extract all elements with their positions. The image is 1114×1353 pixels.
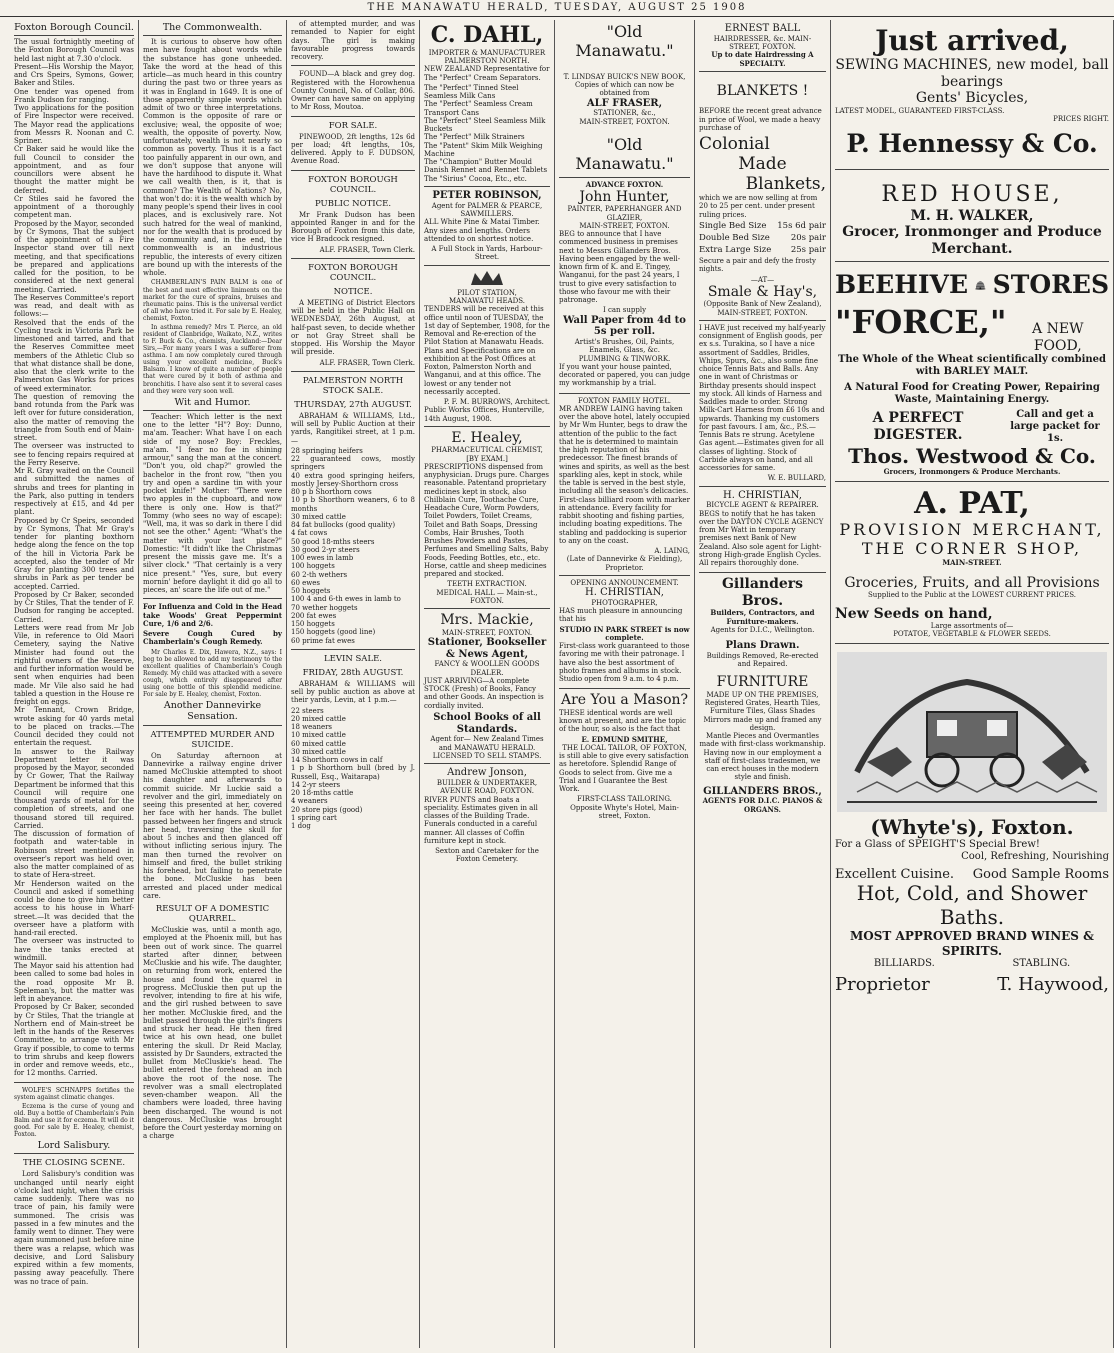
stock-item: 60 ewes [291, 578, 321, 587]
pat-provision: PROVISION MERCHANT, [839, 519, 1105, 539]
council-paragraph: Proposed by Cr Baker, seconded by Cr Stiles, That the tender of F. Dudson for ranging be accepted. Carried. [14, 590, 134, 624]
pilot-title: PILOT STATION, [457, 288, 517, 297]
jonson-name: Andrew Jonson, [447, 767, 527, 779]
healey-teeth: TEETH EXTRACTION. [447, 580, 527, 589]
force-title: "FORCE," [835, 303, 1007, 342]
beehive-label: BEEHIVE [835, 270, 969, 300]
red-house-ad [835, 170, 1109, 263]
council-report [14, 38, 134, 1078]
furniture-body: MADE UP ON THE PREMISES, [706, 690, 819, 699]
cycle-body: BEGS to notify that he has taken over the DAYTON CYCLE AGENCY from Mr Watt in temporary premises next Bank of New Zealand. Also sole agent for Light-strong High-grade English Cycles. All repairs thoroughly done. [699, 509, 824, 568]
mackie-school: School Books of all Standards. [433, 711, 541, 735]
notice1-signature: ALF. FRASER, Town Clerk. [319, 245, 415, 254]
council-paragraph: Mr R. Gray waited on the Council and submitted the names of shrubs and trees for planting in the Park, also putting in tenders respectively at £15, and 4d per plant. [14, 467, 134, 517]
gillanders-agents: Agents for D.I.C., Wellington. [710, 625, 815, 634]
article-title-salisbury: Lord Salisbury. [14, 1140, 134, 1154]
blanket-size-name: Double Bed Size [699, 232, 770, 243]
smithe-place: Opposite Whyte's Hotel, Main-street, Foxton. [570, 803, 679, 820]
council-paragraph: The usual fortnightly meeting of the Foxton Borough Council was held last night at 7.30 o'clock. [14, 38, 134, 63]
stabling: STABLING. [1012, 957, 1071, 969]
jonson-body: RIVER PUNTS and Boats a speciality. Estimates given in all classes of the Building Trade. Funerals conducted in a careful manner. All classes of Coffin furniture kept in stock. [424, 795, 538, 845]
speights-glass: For a Glass of SPEIGHT'S Special Brew! [835, 839, 1040, 851]
bullard-ad [699, 321, 826, 487]
smithe-first: FIRST-CLASS TAILORING. [577, 795, 672, 804]
grates: Registered Grates, Hearth Tiles, Furniture Tiles, Glass Shades [704, 699, 821, 716]
council-paragraph: The Mayor said his attention had been called to some bad holes in the road opposite Mr B. Speleman's, but the matter was left in abeyance. [14, 962, 134, 1004]
levin-item: 4 weaners [291, 797, 328, 806]
supplied: Supplied to the Public at the LOWEST CURRENT PRICES. [867, 591, 1077, 600]
haywood-hotel-ad [835, 644, 1109, 999]
blanket-size-price: 15s 6d pair [777, 220, 826, 231]
baths: Hot, Cold, and Shower Baths. [856, 881, 1088, 929]
dahl-ad [424, 20, 550, 187]
billiards: BILLIARDS. [873, 957, 935, 969]
council-paragraph: The overseer was instructed to see to fencing repairs required at the Ferry Reserve. [14, 442, 134, 467]
levin-item: 1 spring cart [291, 813, 337, 822]
photographer-ad [559, 576, 690, 690]
council-paragraph: Cr Stiles said he favored the appointment of a thoroughly competent man. [14, 194, 134, 220]
stores-label: STORES [992, 270, 1109, 300]
old-manawatu-title-2: "Old Manawatu." [575, 134, 674, 173]
pilot-body: TENDERS will be received at this office until noon of TUESDAY, the 1st day of September, 1908, for the Removal and Re-erection of the Pilot Station at Manawatu Heads. Plans and Specifications are on exhibition at the Post Offices at Foxton, Palmerston North and Wanganui, and at this office. The lowest or any tender not necessarily accepted. [424, 305, 550, 396]
levin-item: 1 p b Shorthorn bull (bred by J. Russell, Esq., Waitarapa) [291, 764, 415, 781]
levin-item: 22 steers [291, 706, 324, 715]
hunter-supply: I can supply [602, 306, 647, 315]
stock-sale-intro: ABRAHAM & WILLIAMS, Ltd., will sell by Public Auction at their yards, Rangitikei street, at 1 p.m.— [291, 411, 415, 445]
cuisine: Excellent Cuisine. [835, 866, 955, 882]
ball-ad [699, 20, 826, 72]
mirrors: Mirrors made up and framed any design. [703, 715, 822, 732]
article-title-dannevirke: Another Dannevirke Sensation. [143, 700, 282, 725]
blankets-body: BEFORE the recent great advance in price of Wool, we made a heavy purchase of [699, 107, 822, 132]
pilot-subtitle: MANAWATU HEADS. [448, 297, 526, 305]
christian-body: HAS much pleasure in announcing that his [559, 607, 683, 624]
council-paragraph: Proposed by the Mayor, seconded by Cr Symons, That the subject of the appointment of a Fire Inspector stand over till next meeting, and that specifications be prepared and applications called for the position, to be considered at the next general meeting. Carried. [14, 219, 134, 294]
healey-name: E. Healey, [451, 429, 523, 446]
notice2-signature: ALF. FRASER, Town Clerk. [319, 358, 415, 367]
council-paragraph: Resolved that the ends of the Cycling track in Victoria Park be limestoned and tarred, and that the Reserves Committee meet members of the Athletic Club so that what distance shall be done, also that the clerk write to the Palmerston Gas Works for prices of weed exterminator. [14, 318, 134, 393]
levin-item: 1 dog [291, 822, 311, 831]
christian-name: H. CHRISTIAN, [585, 587, 664, 599]
jonson-ad [424, 764, 550, 866]
brushes: Artist's Brushes, Oil, Paints, Enamels, Glass, &c. [574, 338, 675, 355]
buildings: Buildings Removed, Re-erected and Repaired. [706, 651, 819, 669]
hunter-name: John Hunter, [579, 188, 670, 205]
blankets-ad [699, 72, 826, 321]
council-paragraph: Mr Tennant, Crown Bridge, wrote asking for 40 yards metal to be placed on tracks.—The Council decided they could not entertain the request. [14, 706, 134, 748]
closing-scene-title: THE CLOSING SCENE. [22, 1158, 126, 1169]
blanket-size-row [699, 233, 826, 243]
beehive-icon [974, 266, 987, 304]
blanket-sizes [699, 221, 826, 255]
christian-body2: First-class work guaranteed to those favoring me with their patronage. I have also the best assortment of photo frames and albums in stock. Studio open from 9 a.m. to 4 p.m. [559, 642, 690, 684]
stock-sale-list [291, 447, 415, 645]
influenza-ad: For Influenza and Cold in the Head take Woods' Great Peppermint Cure, 1/6 and 2/6. [143, 602, 282, 628]
blanket-size-row [699, 245, 826, 255]
blankets-body2: which we are now selling at from 20 to 25 per cent. under present ruling prices. [699, 194, 818, 219]
smithe-trade: THE LOCAL TAILOR, OF FOXTON, [562, 743, 687, 752]
stock-item: 30 good 2-yr steers [291, 545, 360, 554]
groceries: Groceries, Fruits, and all Provisions [844, 574, 1100, 591]
hotel-signature: A. LAING, [654, 547, 690, 556]
tradesmen: Having now in our employment a staff of first-class tradesmen, we can erect houses in the modern style and finish. [703, 748, 822, 782]
quarrel-title: RESULT OF A DOMESTIC QUARREL. [155, 904, 270, 925]
natural-food: A Natural Food for Creating Power, Repairing Waste, Maintaining Energy. [844, 381, 1100, 405]
notice2-title: FOXTON BOROUGH COUNCIL. [308, 262, 398, 283]
smale-place: MAIN-STREET, FOXTON. [717, 308, 808, 317]
dahl-item: The "Champion" Butter Mould [424, 158, 532, 167]
hotel-late: (Late of Dannevirke & Fielding), Proprietor. [566, 555, 683, 572]
levin-item: 18 weaners [291, 723, 333, 732]
cough-ad-text: Mr Charles E. Dix, Hawera, N.Z., says: I beg to be allowed to add my testimony to the excellent qualities of Chamberlain's Cough Remedy. My child was attacked with a severe cough, which entirely disappeared after using one bottle of this splendid medicine. For sale by E. Healey, chemist, Foxton. [143, 648, 282, 699]
crown-icon [467, 269, 507, 287]
masthead: THE MANAWATU HERALD, TUESDAY, AUGUST 25 1908 [0, 0, 1114, 17]
murder-title: ATTEMPTED MURDER AND SUICIDE. [150, 729, 275, 750]
levin-item: 20 mixed cattle [291, 714, 346, 723]
sample-rooms: Good Sample Rooms [972, 866, 1109, 882]
new-seeds: New Seeds on hand, [835, 605, 993, 622]
council-paragraph: The Reserves Committee's report was read, and dealt with as follows:— [14, 293, 134, 319]
council-paragraph: Letters were read from Mr Job Vile, in reference to Old Maori Cemetery, saying the Native Minister had found out the rightful owners of the Reserve, and further information would be sent when enquiries had been made. Mr Vile also said he had tabled a question in the House re freight on eggs. [14, 623, 134, 707]
wit-text: Teacher: Which letter is the next one to the letter "H"? Boy: Dunno, ma'am. Teacher: What have I on each side of my nose? Boy: Freckles, ma'am. "I fear no foe in shining armour," sang the man at the concert. "Don't you, old chap?" growled the bachelor in the front row, "then you try and open a sardine tin with your pocket knife!" Mother: "There were two apples in the cupboard, and now there is only one. How is that?" Tommy (who sees no way of escape): "Well, ma, it was so dark in there I did not see the other." Agent: "What's the matter with your last place?" Domestic: "It didn't like the Christmas present the missis gave me. It's a silver clock." "That certainly is a very nice present." "Yes, sure, but every mornin' before daylight it did go all to pieces, an' scare the life out of me." [143, 412, 282, 595]
red-house: RED HOUSE, [881, 181, 1063, 207]
ball-name: ERNEST BALL [724, 23, 801, 34]
notice1-title: FOXTON BOROUGH COUNCIL. [308, 174, 398, 195]
gillanders-ad [699, 573, 826, 817]
stock-item: 4 fat cows [291, 529, 328, 538]
sewing-machines: SEWING MACHINES, new model, ball bearings [835, 57, 1109, 90]
stock-sale-date: THURSDAY, 27th AUGUST. [294, 399, 412, 410]
potato-seeds: POTATOE, VEGETABLE & FLOWER SEEDS. [893, 630, 1051, 639]
stock-item: 84 fat bullocks (good quality) [291, 521, 396, 530]
wallpaper: Wall Paper from 4d to 5s per roll. [563, 314, 686, 338]
wheat-text: The Whole of the Wheat scientifically combined with BARLEY MALT. [837, 354, 1107, 377]
cycle-ad [699, 487, 826, 574]
council-paragraph: The discussion of formation of footpath and water-table in Robinson street mentioned in overseer's report was held over, also the matter complained of as to state of Hera-street. [14, 830, 134, 880]
levin-sale-list [291, 707, 415, 831]
levin-sale-title: LEVIN SALE. [324, 653, 382, 664]
stock-item: 60 prime fat ewes [291, 636, 355, 645]
pilot-signature: P. F. M. BURROWS, Architect. [443, 398, 550, 406]
column-4 [420, 20, 555, 1348]
dahl-item: Danish Rennet and Rennet Tablets [424, 166, 548, 175]
murder-text: On Saturday afternoon at Dannevirke a railway engine driver named McCluskie attempted to shoot his daughter and afterwards to commit suicide. Mr Luckie said a revolver and the girl, immediately on seeing this presented at her, covered her face with her hands. The bullet passed between her fingers and struck her head, traversing the skull for about 5 inches and then glanced off without inflicting serious injury. The man then turned the revolver on himself and fired, the bullet striking his forehead, but failing to penetrate the bone. McCluskie has been arrested and placed under medical care. [143, 751, 282, 900]
for-sale-title: FOR SALE. [328, 120, 378, 131]
walker-trade: Grocer, Ironmonger and Produce Merchant. [842, 224, 1102, 257]
blanket-size-price: 20s pair [790, 232, 826, 243]
dahl-name: C. DAHL, [430, 22, 544, 48]
proprietor-label: Proprietor [835, 973, 930, 995]
levin-item: 10 mixed cattle [291, 731, 346, 740]
gillanders-pianos: AGENTS FOR D.I.C. PIANOS & ORGANS. [702, 796, 823, 814]
whytes-foxton: (Whyte's), Foxton. [870, 814, 1074, 839]
mason-body: THESE identical words are well known at present, and are the topic of the hour, so also is the fact that [559, 708, 687, 734]
cough-ad-title: Severe Cough Cured by Chamberlain's Cough Remedy. [143, 629, 282, 647]
blankets-title: BLANKETS ! [716, 82, 809, 99]
found-dog-ad: FOUND—A black and grey dog. Registered with the Horowhenua County Council, No. of Collar, 806. Owner can have same on applying to Mr Ross, Moutoa. [291, 70, 415, 112]
large-assortments: Large assortments of— [930, 622, 1014, 631]
notice2-subtitle: NOTICE. [333, 286, 373, 297]
council-paragraph: Cr Baker said he would like the full Council to consider the appointment, and as four councillors were absent he thought the matter might be deferred. [14, 145, 134, 195]
dahl-item: The "Sirius" Cocoa, Etc., etc. [424, 174, 527, 183]
hunter-place: MAIN-STREET, FOXTON. [579, 221, 670, 230]
ball-trade: HAIRDRESSER, &c. MAIN-STREET, FOXTON. [713, 34, 812, 52]
council-paragraph: Proposed by Cr Speirs, seconded by Cr Symons, That Mr Gray's tender for planting boxthorn hedge along the fence on the top of the hill in Victoria Park be accepted, also the tender of Mr Gray for planting 300 trees and shrubs in Park as per tender be accepted. Carried. [14, 516, 134, 591]
hotel-title: FOXTON FAMILY HOTEL. [578, 396, 671, 405]
gents-bicycles: Gents' Bicycles, [915, 90, 1029, 107]
westwood-sub: Grocers, Ironmongers & Produce Merchants. [883, 467, 1061, 477]
smithe-name: E. EDMUND SMITHE, [581, 734, 668, 744]
mackie-fancy: FANCY & WOOLLEN GOODS DEALER. [434, 660, 540, 677]
column-2 [139, 20, 287, 1348]
levin-item: 20 18-mths cattle [291, 789, 354, 798]
brands: MOST APPROVED BRAND WINES & SPIRITS. [850, 929, 1094, 958]
cycle-christian: H. CHRISTIAN, [723, 489, 802, 501]
buick-book: T. LINDSAY BUICK'S NEW BOOK, [563, 72, 686, 81]
levin-item: 60 mixed cattle [291, 739, 346, 748]
old-manawatu-ad [559, 20, 690, 178]
just-arrived: Just arrived, [875, 24, 1069, 57]
advance-foxton: ADVANCE FOXTON. [585, 179, 664, 189]
robinson-trade: Agent for PALMER & PEARCE, SAWMILLERS. [431, 201, 543, 218]
healey-trade: PHARMACEUTICAL CHEMIST, [BY EXAM.] [431, 446, 543, 463]
dahl-body: NEW ZEALAND Representative for The "Perfect" Cream Separators. [424, 65, 550, 82]
smithe-body: is still able to give every satisfaction as heretofore. Splendid Range of Goods to select from. Give me a Trial and I Guarantee the Best Work. [559, 752, 689, 794]
dahl-place: PALMERSTON NORTH. [444, 57, 530, 66]
stock-item: 10 p b Shorthorn weaners, 6 to 8 months [291, 496, 415, 513]
mackie-place: MAIN-STREET, FOXTON. [441, 628, 533, 637]
old-manawatu-title: "Old Manawatu." [575, 22, 674, 60]
dahl-item: The "Perfect" Seamless Cream Transport Cans [424, 100, 533, 117]
column-5 [555, 20, 695, 1348]
jonson-sexton: Sexton and Caretaker for the Foxton Cemetery. [435, 847, 539, 864]
stock-sale-title: PALMERSTON NORTH STOCK SALE. [302, 375, 404, 396]
secure: Secure a pair and defy the frosty nights. [699, 257, 816, 274]
gillanders-name: Gillanders Bros. [721, 576, 804, 609]
stock-item: 100 ewes in lamb [291, 554, 354, 563]
westwood-name: Thos. Westwood & Co. [848, 443, 1096, 468]
stock-item: 60 2-th wethers [291, 570, 348, 579]
levin-item: 30 mixed cattle [291, 747, 346, 756]
article-title-council: Foxton Borough Council. [14, 22, 134, 36]
smale-opposite: (Opposite Bank of New Zealand), [703, 300, 822, 309]
jonson-trade: BUILDER & UNDERTAKER, AVENUE ROAD, FOXTON. [436, 779, 538, 796]
levin-sale-intro: ABRAHAM & WILLIAMS will sell by public auction as above at their yards, Levin, at 1 p.m.— [291, 679, 415, 705]
article-title-commonwealth: The Commonwealth. [143, 22, 282, 36]
hennessy-name: P. Hennessy & Co. [846, 129, 1098, 159]
cycle-trade: BICYCLE AGENT & REPAIRER. [706, 501, 819, 510]
dahl-trade: IMPORTER & MANUFACTURER [428, 48, 546, 57]
opening-announcement: OPENING ANNOUNCEMENT. [570, 578, 679, 587]
colonial: Colonial [699, 134, 770, 155]
new-food: A NEW FOOD, [1032, 321, 1084, 354]
council-paragraph: Proposed by Cr Baker, seconded by Cr Stiles, That the triangle at Northern end of Main-street be left in the hands of the Reserves Committee, to arrange with Mr Gray if possible, to come to terms to trim shrubs and keep flowers in order and remove weeds, etc., for 12 months. Carried. [14, 1003, 134, 1078]
stock-item: 200 fat ewes [291, 611, 337, 620]
walker-name: M. H. WALKER, [910, 207, 1034, 224]
furniture-title: FURNITURE [716, 674, 809, 691]
stock-item: 22 guaranteed cows, mostly springers [291, 455, 415, 472]
levin-item: 14 2-yr steers [291, 780, 341, 789]
eczema-notice: Eczema is the curse of young and old. Buy a bottle of Chamberlain's Pain Balm and use it for eczema. It will do it good. For sale by E. Healey, chemist, Foxton. [14, 1102, 134, 1139]
levin-item: 20 store pigs (good) [291, 805, 363, 814]
hennessy-ad [835, 20, 1109, 170]
column-6 [695, 20, 831, 1348]
council-paragraph: The overseer was instructed to have the tanks erected at windmill. [14, 937, 134, 962]
fraser-place: MAIN-STREET, FOXTON. [579, 117, 670, 126]
pat-name: A. PAT, [914, 485, 1030, 521]
mackie-name: Mrs. Mackie, [440, 612, 534, 629]
ball-tag: Up to date Hairdressing A SPECIALTY. [711, 50, 814, 68]
prices-right: PRICES RIGHT. [1053, 114, 1109, 123]
column-3 [287, 20, 420, 1348]
hunter-body: BEG to announce that I have commenced business in premises next to Messrs Gillanders Bros. Having been engaged by the well-known firm of K. and E. Tingey, Wanganui, for the past 24 years, I trust to give every satisfaction to those who favour me with their patronage. [559, 230, 681, 305]
perfect-digester: A PERFECT DIGESTER. [872, 410, 964, 443]
pat-main: MAIN-STREET. [942, 557, 1002, 567]
hunter-ad [559, 178, 690, 394]
stock-item: 100 hoggets [291, 562, 335, 571]
robinson-name: PETER ROBINSON, [432, 189, 542, 201]
dahl-item: The "Patent" Skim Milk Weighing Machine [424, 141, 543, 158]
healey-ad [424, 427, 550, 609]
cool-refreshing: Cool, Refreshing, Nourishing [961, 851, 1109, 863]
notice2-text: A MEETING of District Electors will be held in the Public Hall on WEDNESDAY, 26th August, at half-past seven, to decide whether or not Gray Street shall be stopped. His Worship the Mayor will preside. [291, 298, 415, 357]
remand-text: of attempted murder, and was remanded to Napier for eight days. The girl is making favourable progress towards recovery. [291, 20, 415, 61]
mackie-body: JUST ARRIVING—A complete STOCK (Fresh) of Books, Fancy and other Goods. An inspection is cordially invited. [424, 676, 544, 710]
council-paragraph: The question of removing the band rotunda from the Park was left over for future consideration, also the matter of removing the triangle from South end of Main-street. [14, 392, 134, 443]
hunter-trade: PAINTER, PAPERHANGER AND GLAZIER, [567, 205, 682, 222]
asthma-notice: In asthma remedy? Mrs T. Pierce, an old resident of Clanbridge, Waikato, N.Z., writes to F. Buck & Co., chemists, Auckland:—Dear Sirs,—For many years I was a sufferer from asthma. I am now completely cured through using your excellent medicine, Buck's Balsam. I know of quite a number of people that were cured by it both of asthma and bronchitis. I have also sent it to several cases and they were very soon well. [143, 323, 282, 395]
mackie-ad [424, 609, 550, 764]
healey-body: PRESCRIPTIONS dispensed from anyphysician. Drugs pure. Charges reasonable. Patentand proprietary medicines kept in stock, also Chilblain Cure, Toothache Cure, Headache Cure, Worm Powders, Toilet Powders, Toilet Creams, Toilet and Bath Soaps, Dressing Combs, Hair Brushes, Tooth Brushes Powders and Pastes, Perfumes and Smelling Salts, Baby Foods, Feeding Bottles, etc., etc. Horse, cattle and sheep medicines prepared and stocked. [424, 462, 549, 579]
notice1-subtitle: PUBLIC NOTICE. [314, 198, 392, 209]
latest-model: LATEST MODEL, GUARANTEED FIRST-CLASS. [835, 106, 1005, 115]
hunter-tail: If you want your house painted, decorated or papered, you can judge my workmanship by a trial. [559, 362, 690, 388]
wolfe-notice: WOLFE'S SCHNAPPS fortifies the system against climatic changes. [14, 1086, 134, 1101]
article-title-wit: Wit and Humor. [143, 397, 282, 411]
mackie-agent: Agent for— New Zealand Times and MANAWATU HERALD. [430, 735, 544, 752]
quarrel-text: McCluskie was, until a month ago, employed at the Phoenix mill, but has been out of work since. The quarrel started after dinner, between McCluskie and his wife. The daughter, on returning from work, entered the house and found the quarrel in progress. McCluskie then put up the revolver, intending to fire at his wife, and the girl rushed between to save her mother. McCluskie fired, and the bullet passed through the girl's fingers and struck her head. He then fired twice at his own head, one bullet entering the skull. Dr Reid Maclay, assisted by Dr Saunders, extracted the bullet from McCluskie's head. The bullet entered the forehead an inch above the root of the nose. The revolver was a small electroplated seven-chamber weapon. All the chambers were loaded, three having been discharged. The wound is not dangerous. McCluskie was brought before the Court yesterday morning on a charge [143, 926, 283, 1141]
tailor-ad [559, 689, 690, 823]
column-7 [831, 20, 1114, 1348]
stock-item: 80 p b Shorthorn cows [291, 488, 372, 497]
healey-hall: MEDICAL HALL — Main-st., FOXTON. [436, 588, 538, 605]
stock-item: 70 wether hoggets [291, 603, 358, 612]
beehive-ad [835, 262, 1109, 481]
stock-item: 50 good 18-mths steers [291, 537, 375, 546]
council-paragraph: In answer to the Railway Department letter it was proposed by the Mayor, seconded by Cr Gower, That the Railway Department be informed that this Council will require one thousand yards of metal for the completion of streets, and one thousand stored till required. Carried. [14, 747, 134, 830]
studio: STUDIO IN PARK STREET is now complete. [559, 624, 690, 642]
stock-item: 28 springing heifers [291, 446, 363, 455]
council-paragraph: One tender was opened from Frank Dudson for ranging. [14, 87, 134, 104]
closing-scene-text: Lord Salisbury's condition was unchanged until nearly eight o'clock last night, when the crisis came suddenly. There was no trace of pain, his family were summoned. The crisis was passed in a few minutes and the family went to dinner. They were again summoned just before nine there was a relapse, which was decisive, and Lord Salisbury expired within a few moments, passing away peacefully. There was no trace of pain. [14, 1170, 134, 1286]
robinson-ad [424, 187, 550, 266]
at: —AT— [750, 275, 775, 284]
pain-balm-notice: CHAMBERLAIN'S PAIN BALM is one of the best and most effective liniments on the market for the cure of sprains, bruises and rheumatic pains. This is the universal verdict of all who have tried it. For sale by E. Healey, chemist, Foxton. [143, 279, 282, 322]
call-text: Call and get a large packet for 1s. [1010, 409, 1100, 444]
hotel-body: MR ANDREW LAING having taken over the above hotel, lately occupied by Mr Wm Hunter, begs to draw the attention of the public to the fact that he is determined to maintain the high reputation of his predecessor. The finest brands of wines and spirits, as well as the best sparkling ales, kept in stock, while the table is served in the best style, including all the season's delicacies. First-class billiard room with marker in attendance. Every facility for rabbit shooting and fishing parties, including boating expeditions. The stabling and paddocking is superior to any on the coast. [559, 404, 690, 545]
stock-item: 40 extra good springing heifers, mostly Jersey-Shorthorn cross [291, 471, 415, 488]
dahl-items [424, 84, 550, 183]
gillanders-trade: Builders, Contractors, and Furniture-makers. [710, 608, 815, 626]
pat-corner: THE CORNER SHOP, [861, 538, 1083, 558]
robinson-body: ALL White Pine & Matai Timber. Any sizes and lengths. Orders attended to on shortest notice. [424, 218, 540, 243]
council-paragraph: Two applications for the position of Fire Inspector were received. The Mayor read the applications from Messrs R. Noonan and C. Spriner. [14, 104, 134, 146]
mason-title: Are You a Mason? [560, 692, 689, 709]
levin-sale-date: FRIDAY, 28th AUGUST. [302, 667, 404, 678]
coach-illustration-icon [837, 652, 1107, 812]
bullard-body: I HAVE just received my half-yearly consignment of English goods, per ex s.s. Turakina, so I have a nice assortment of Saddles, Bridles, Whips, Spurs, &c., also some fine choice Tennis Bats and Balls. Any one in want of Christmas or Birthday presents should inspect my stock. All kinds of Harness and Saddles made to order. Strong Milk-Cart Harness from £6 10s and upwards. Thanking my customers for past favours. I am, &c., P.S.—Tennis Bats re strung. Acetylene Gas agent.—Estimates given for all classes of lighting. Stock of Carbide always on hand, and all accessories for same. [699, 323, 826, 473]
dahl-item: The "Perfect" Steel Seamless Milk Buckets [424, 116, 546, 134]
pilot-office: Public Works Offices, Hunterville, 14th August, 1908. [424, 406, 545, 423]
fraser-trade: STATIONER, &c., [593, 109, 656, 118]
christian-trade: PHOTOGRAPHER, [591, 598, 658, 607]
stock-item: 150 hoggets (good line) [291, 628, 376, 637]
stock-item: 100 4 and 6-th ewes in lamb to [291, 595, 401, 604]
notice1-text: Mr Frank Dudson has been appointed Ranger in and for the Borough of Foxton from this date, vice H Bradcock resigned. [291, 210, 415, 244]
robinson-stock: A Full Stock in Yards, Harbour-Street. [431, 245, 543, 262]
blanket-size-row [699, 221, 826, 231]
pilot-station-ad [424, 266, 550, 427]
stock-item: 50 hoggets [291, 587, 331, 596]
haywood-name: T. Haywood, [997, 973, 1109, 995]
dahl-item: The "Perfect" Tinned Steel Seamless Milk Cans [424, 83, 519, 101]
column-1 [10, 20, 139, 1348]
plumbing: PLUMBING & TINWORK. [578, 354, 671, 363]
blankets-big: Blankets, [745, 174, 826, 195]
pinewood-ad: PINEWOOD, 2ft lengths, 12s 6d per load; 4ft lengths, 10s, delivered. Apply to F. DUDSON, Avenue Road. [291, 132, 415, 166]
council-paragraph: Present—His Worship the Mayor, and Crs Speirs, Symons, Gower, Baker and Stiles. [14, 62, 134, 88]
mackie-trade: Stationer, Bookseller & News Agent, [427, 636, 547, 660]
smale-name: Smale & Hay's, [707, 283, 818, 300]
commonwealth-text: It is curious to observe how often men have fought about words while the substance has gone unheeded. Take the word at the head of this article—as much heard in this country during the past two or three years as it was in England in 1649. It is one of those apparently simple words which admit of two or three interpretations. Common is the opposite of rare or exclusive; weal, the opposite of woe; wealth, the opposite of poverty. Now, unfortunately, wealth is not nearly so common as poverty. Thus it is a fact too painfully apparent in our own, and we don't suppose that anyone will have the hardihood to dispute it. What we call wealth then, is it, that is common? The Wealth of Nations? No, that won't do: it is the wealth which by many people's spend their lives in cool places, and is exclusively rare. Not such hatred for the weal of mankind, nor for the wealth that is produced by the community and, in the end, the commonwealth is an industrious republic, the interests of every citizen are bound up with the interests of the whole. [143, 38, 282, 278]
blanket-size-price: 25s pair [790, 244, 826, 255]
blanket-size-name: Single Bed Size [699, 220, 767, 231]
dahl-item: The "Perfect" Milk Strainers [424, 133, 525, 142]
mantle: Mantle Pieces and Overmantles made with first-class workmanship. [699, 732, 826, 749]
family-hotel-ad [559, 394, 690, 576]
gillanders-2: GILLANDERS BROS., [703, 785, 822, 797]
levin-item: 14 Shorthorn cows in calf [291, 756, 383, 765]
buick-sub: Copies of which can now be obtained from [574, 81, 675, 98]
mackie-licensed: LICENSED TO SELL STAMPS. [432, 751, 542, 760]
stock-item: 30 mixed cattle [291, 512, 346, 521]
bullard-signature: W. E. BULLARD, [767, 474, 826, 483]
stock-item: 150 hoggets [291, 620, 335, 629]
plans: Plans Drawn. [725, 640, 800, 652]
fraser-name: ALF FRASER, [586, 97, 663, 109]
blanket-size-name: Extra Large Size [699, 244, 772, 255]
pat-ad [835, 482, 1109, 644]
council-paragraph: Mr Henderson waited on the Council and asked if something could be done to give him better access to his house in Wharf-street.—It was decided that the overseer have a platform with hand-rail erected. [14, 879, 134, 938]
made: Made [738, 154, 787, 175]
